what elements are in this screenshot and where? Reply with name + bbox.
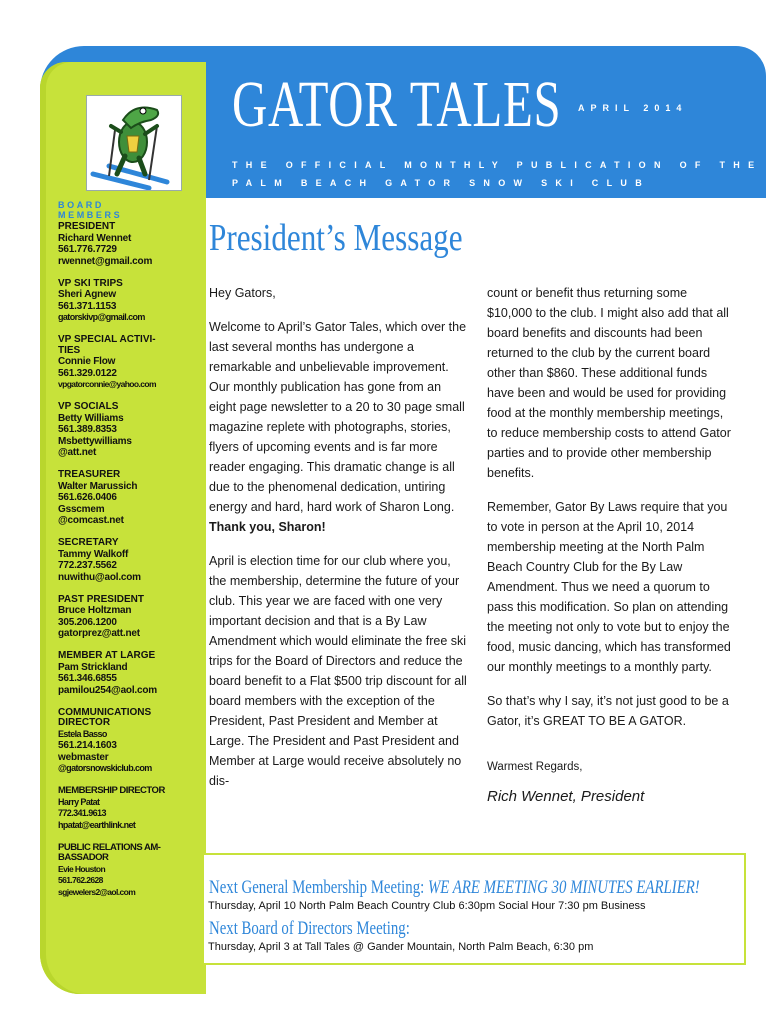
member-phone: 305.206.1200 bbox=[58, 616, 117, 628]
article-column-1 bbox=[209, 283, 467, 805]
member-email[interactable]: hpatat@earthlink.net bbox=[58, 819, 136, 830]
member-email[interactable]: Msbettywilliams bbox=[58, 435, 132, 447]
general-meeting-highlight: WE ARE MEETING 30 MINUTES EARLIER! bbox=[427, 877, 700, 898]
article-title: President’s Message bbox=[209, 217, 463, 259]
newsletter-subtitle bbox=[232, 156, 762, 192]
member-vp-socials bbox=[58, 402, 206, 459]
member-email[interactable]: pamilou254@aol.com bbox=[58, 684, 157, 696]
member-name: Walter Marussich bbox=[58, 480, 138, 492]
member-name: Bruce Holtzman bbox=[58, 605, 132, 616]
member-role: MEMBERSHIP DIRECTOR bbox=[58, 785, 165, 796]
signature: Rich Wennet, President bbox=[487, 788, 645, 805]
gator-skier-logo-icon bbox=[86, 95, 182, 191]
issue-date: APRIL 2014 bbox=[578, 103, 688, 113]
member-phone: 561.346.6855 bbox=[58, 673, 117, 684]
member-name: Sheri Agnew bbox=[58, 289, 116, 300]
member-phone: 561.626.0406 bbox=[58, 492, 117, 503]
member-vp-ski-trips bbox=[58, 279, 206, 324]
member-email[interactable]: Gsscmem bbox=[58, 503, 105, 515]
board-members-heading: BOARD MEMBERS bbox=[58, 200, 123, 220]
member-name: Richard Wennet bbox=[58, 232, 132, 244]
member-president bbox=[58, 222, 206, 267]
board-meeting-detail: Thursday, April 3 at Tall Tales @ Gander Mountain, North Palm Beach, 6:30 pm bbox=[208, 941, 594, 953]
member-at-large bbox=[58, 651, 206, 696]
member-email[interactable]: gatorprez@att.net bbox=[58, 628, 140, 639]
general-meeting-heading: Next General Membership Meeting: WE ARE MEETING 30 MINUTES EARLIER! bbox=[209, 877, 700, 898]
member-public-relations bbox=[58, 843, 206, 899]
member-role: PUBLIC RELATIONS AM-BASSADOR bbox=[58, 841, 161, 863]
paragraph: count or benefit thus returning some $10,000 to the club. I might also add that all board benefits and discounts had been returned to the club by the current board other than $860. These additional funds have been and would be used for providing food at the monthly membership meetings, to reduce membership costs to attend Gator parties and to provide other membership benefits. bbox=[487, 286, 731, 480]
member-treasurer bbox=[58, 470, 206, 527]
member-name: Pam Strickland bbox=[58, 661, 128, 673]
member-email[interactable]: nuwithu@aol.com bbox=[58, 571, 141, 583]
member-phone: 772.341.9613 bbox=[58, 808, 106, 818]
paragraph: So that’s why I say, it’s not just good to be a Gator, it’s GREAT TO BE A GATOR. bbox=[487, 694, 729, 728]
member-membership-director bbox=[58, 786, 206, 831]
newsletter-title: GATOR TALES bbox=[232, 68, 562, 141]
article-column-2 bbox=[487, 283, 732, 821]
member-role: PAST PRESIDENT bbox=[58, 593, 144, 605]
member-email[interactable]: vpgatorconnie@yahoo.com bbox=[58, 379, 156, 389]
member-phone: 561.776.7729 bbox=[58, 244, 117, 255]
thanks-text: Thank you, Sharon! bbox=[209, 520, 326, 534]
paragraph: Welcome to April’s Gator Tales, which over the last several months has undergone a remarkable and unbelievable improvement. Our monthly publication has gone from an eight page newsletter to a 20 to 30 page small magazine replete with photographs, stories, flyers of upcoming events and is far more reader engaging. This dramatic change is all due to the phenomenal dedication, untiring energy and hard, hard work of Sharon Long. Thank you, Sharon! bbox=[209, 320, 467, 534]
paragraph: April is election time for our club where you, the membership, determine the future of your club. This year we are faced with one very important decision and that is a By Law Amendment which would eliminate the free ski trips for the Board of Directors and reduce the board benefit to a Flat $500 trip discount for all board members with the exception of the President, Past President and Member at Large. The President and Past President and Member at Large would receive absolutely no dis- bbox=[209, 554, 467, 788]
member-email[interactable]: rwennet@gmail.com bbox=[58, 255, 153, 267]
member-email-domain[interactable]: @comcast.net bbox=[58, 515, 124, 526]
member-role: VP SOCIALS bbox=[58, 401, 119, 412]
board-meeting-heading: Next Board of Directors Meeting: bbox=[209, 918, 410, 939]
member-role: PRESIDENT bbox=[58, 221, 116, 232]
member-phone: 561.371.1153 bbox=[58, 300, 117, 312]
member-role: VP SPECIAL ACTIVI-TIES bbox=[58, 334, 156, 356]
general-meeting-detail: Thursday, April 10 North Palm Beach Country Club 6:30pm Social Hour 7:30 pm Business bbox=[208, 900, 646, 912]
member-phone: 561.214.1603 bbox=[58, 740, 117, 751]
member-phone: 561.329.0122 bbox=[58, 367, 117, 379]
member-phone: 561.762.2628 bbox=[58, 875, 103, 885]
subtitle-line-1: THE OFFICIAL MONTHLY PUBLICATION OF THE bbox=[232, 160, 763, 170]
paragraph: Remember, Gator By Laws require that you to vote in person at the April 10, 2014 membership meeting at the North Palm Beach Country Club for the By Law Amendment. Thus we need a quorum to pass this modification. So plan on attending the meeting not only to vote but to enjoy the food, music dancing, which has transformed our monthly meetings to a monthly party. bbox=[487, 500, 731, 674]
member-name: Connie Flow bbox=[58, 356, 116, 367]
board-members-list bbox=[58, 222, 206, 910]
member-communications-director bbox=[58, 708, 206, 775]
member-email-domain[interactable]: @gatorsnowskiclub.com bbox=[58, 763, 152, 773]
member-name: Tammy Walkoff bbox=[58, 548, 129, 560]
member-name: Estela Basso bbox=[58, 728, 107, 739]
member-name: Harry Patat bbox=[58, 796, 100, 807]
meetings-box bbox=[202, 853, 746, 965]
member-name: Evie Houston bbox=[58, 863, 106, 874]
member-email[interactable]: sgjewelers2@aol.com bbox=[58, 886, 136, 897]
member-phone: 772.237.5562 bbox=[58, 560, 117, 571]
closing: Warmest Regards, bbox=[487, 761, 583, 773]
member-role: SECRETARY bbox=[58, 537, 119, 548]
member-role: COMMUNICATIONS DIRECTOR bbox=[58, 706, 152, 728]
member-secretary bbox=[58, 538, 206, 583]
member-past-president bbox=[58, 595, 206, 640]
member-role: MEMBER AT LARGE bbox=[58, 650, 156, 661]
member-phone: 561.389.8353 bbox=[58, 424, 117, 435]
member-name: Betty Williams bbox=[58, 412, 124, 424]
member-vp-special-activities bbox=[58, 335, 206, 391]
member-email-domain[interactable]: @att.net bbox=[58, 447, 97, 458]
member-role: TREASURER bbox=[58, 469, 121, 480]
member-email[interactable]: gatorskivp@gmail.com bbox=[58, 312, 145, 322]
greeting: Hey Gators, bbox=[209, 286, 276, 300]
member-role: VP SKI TRIPS bbox=[58, 277, 123, 289]
subtitle-line-2: PALM BEACH GATOR SNOW SKI CLUB bbox=[232, 178, 650, 188]
member-email[interactable]: webmaster bbox=[58, 751, 109, 763]
